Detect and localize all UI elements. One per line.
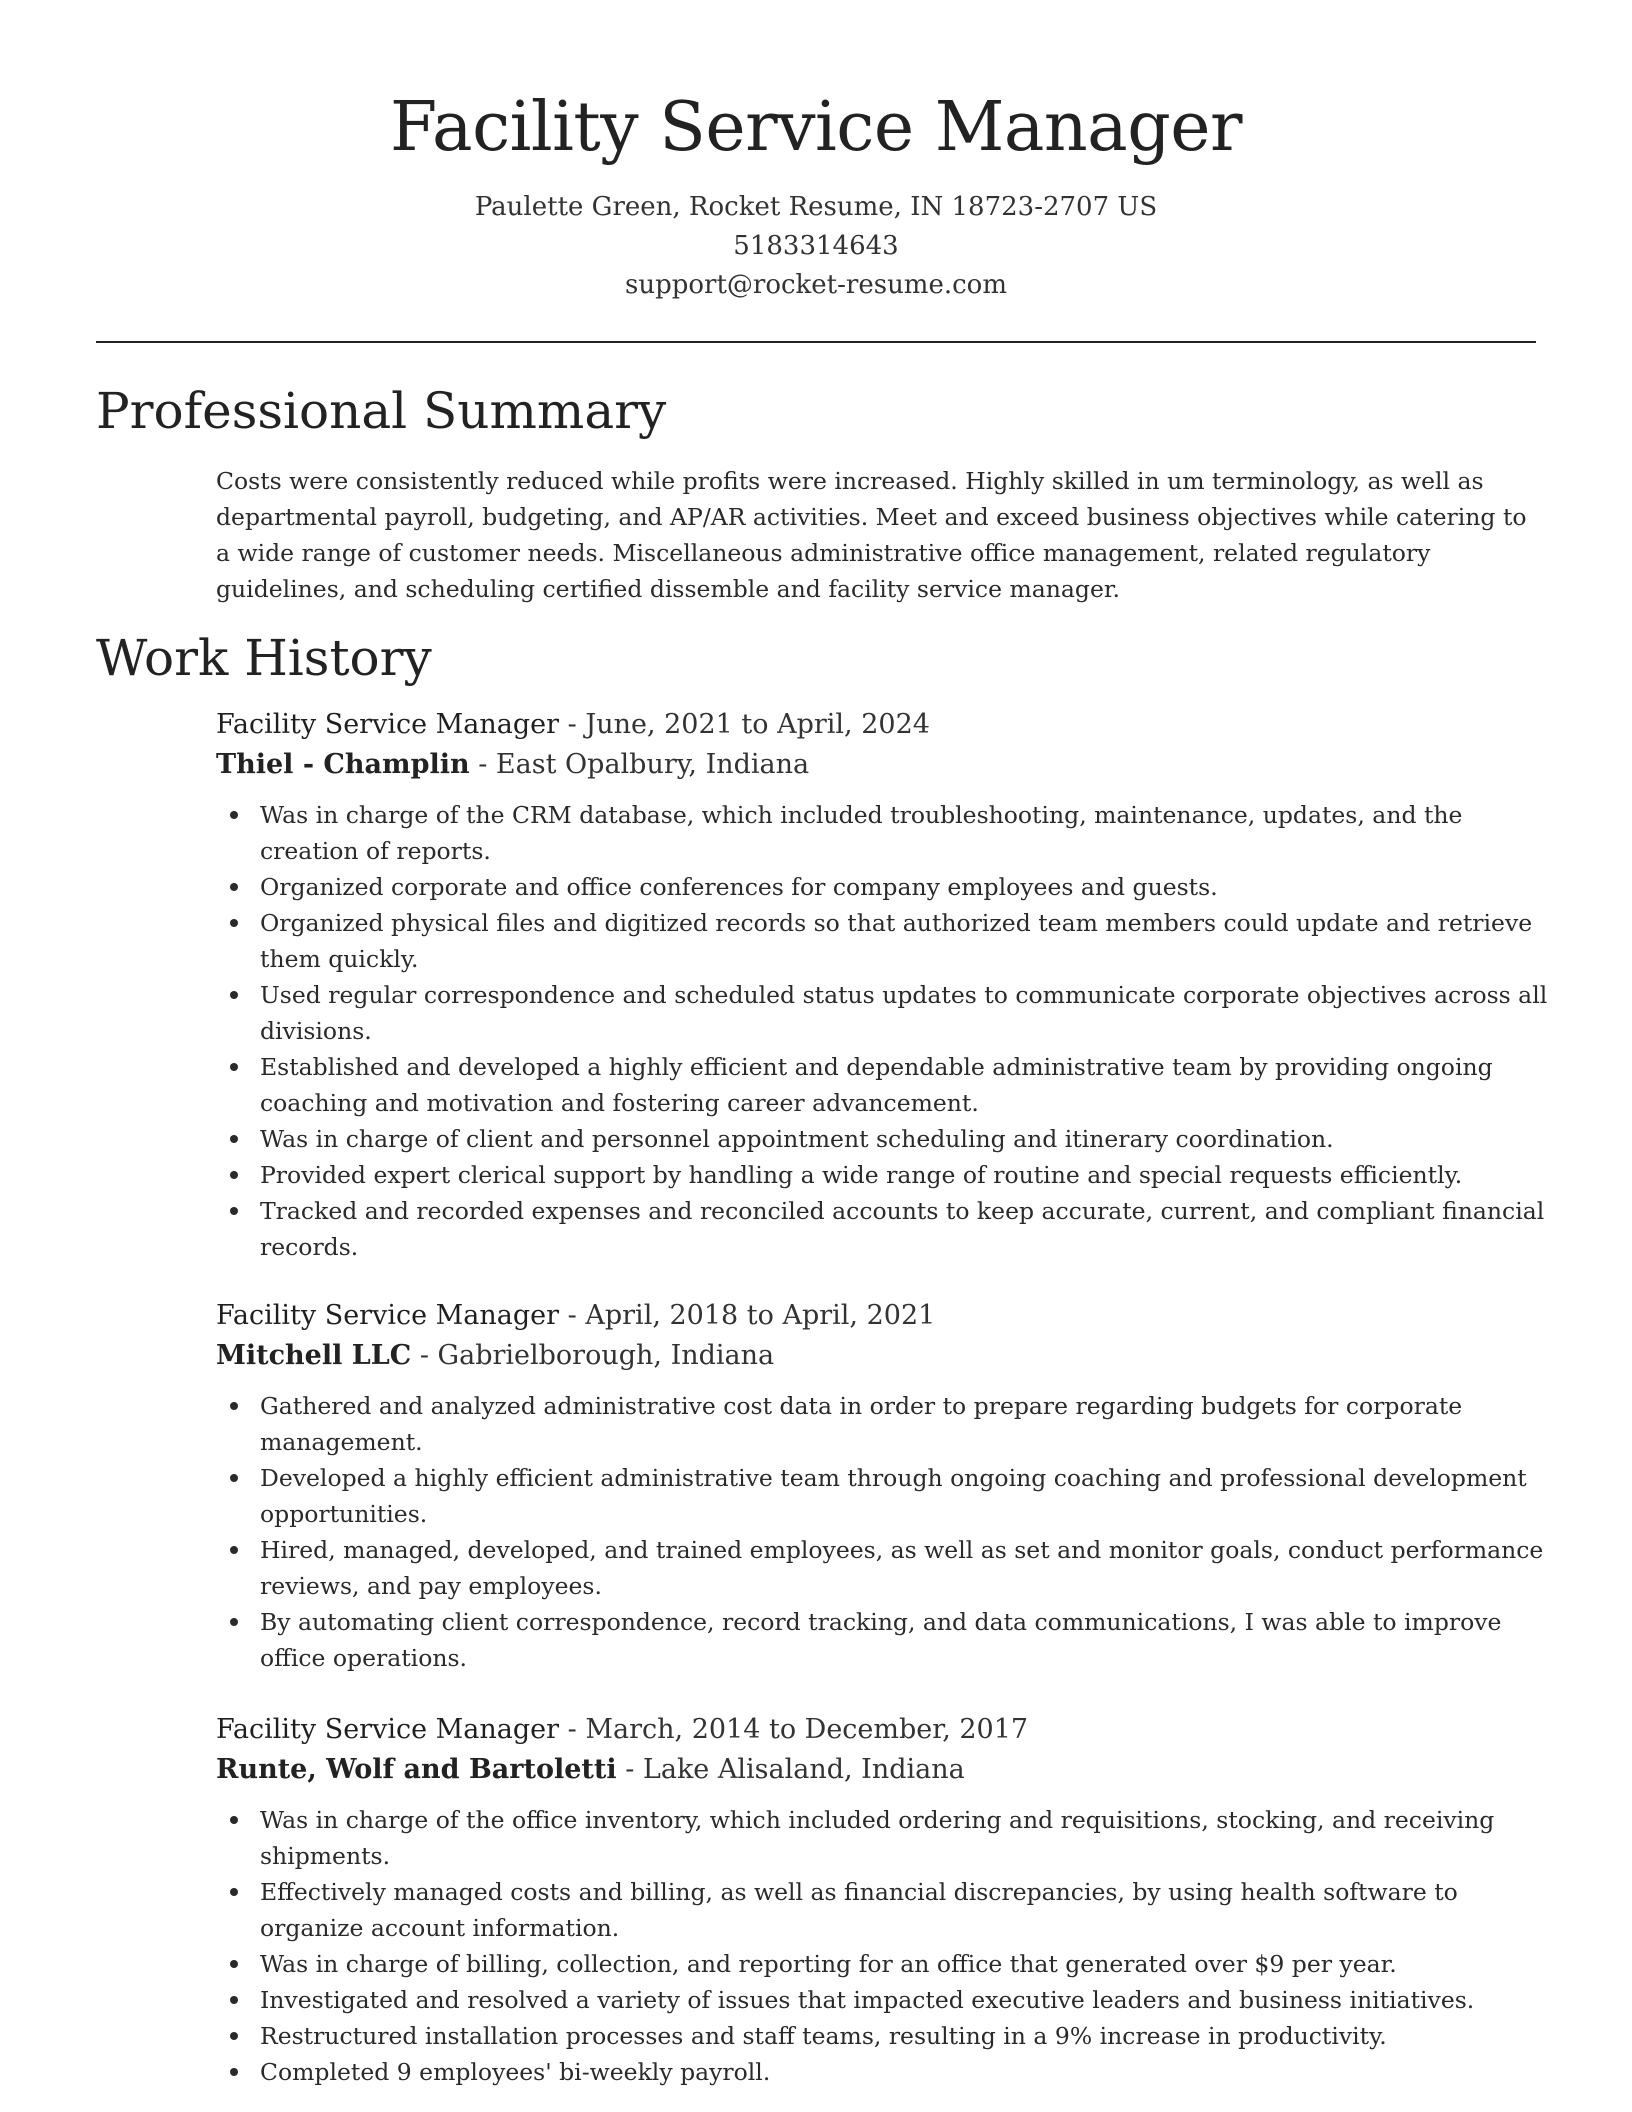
job-title: Facility Service Manager	[216, 709, 560, 740]
job-company-line	[216, 1750, 1556, 1790]
job-entry	[216, 1296, 1556, 1676]
bullet-dot	[230, 811, 238, 819]
job-bullet	[216, 1802, 1550, 1874]
job-bullet	[216, 977, 1550, 1049]
job-bullets	[216, 1802, 1556, 2090]
bullet-text: Was in charge of the CRM database, which included troubleshooting, maintenance, updates, and the creation of reports.	[260, 801, 1463, 865]
bullet-dot	[230, 883, 238, 891]
summary-heading: Professional Summary	[96, 382, 667, 440]
job-entry	[216, 705, 1556, 1265]
job-dates: - June, 2021 to April, 2024	[559, 709, 930, 740]
job-company: Mitchell LLC	[216, 1340, 412, 1371]
job-title: Facility Service Manager	[216, 1714, 560, 1745]
job-bullet	[216, 869, 1550, 905]
bullet-dot	[230, 1996, 238, 2004]
job-title: Facility Service Manager	[216, 1300, 560, 1331]
bullet-dot	[230, 1171, 238, 1179]
bullet-text: Completed 9 employees' bi-weekly payroll.	[260, 2058, 771, 2086]
job-dates: - April, 2018 to April, 2021	[559, 1300, 936, 1331]
job-company-line	[216, 1336, 1556, 1376]
bullet-dot	[230, 1888, 238, 1896]
job-company-line	[216, 745, 1556, 785]
bullet-dot	[230, 1063, 238, 1071]
job-bullet	[216, 1874, 1550, 1946]
job-bullet	[216, 1982, 1550, 2018]
bullet-text: Organized corporate and office conferences for company employees and guests.	[260, 873, 1218, 901]
job-bullets	[216, 1388, 1556, 1676]
bullet-dot	[230, 991, 238, 999]
job-location: - East Opalbury, Indiana	[469, 749, 810, 780]
contact-email: support@rocket-resume.com	[624, 270, 1007, 300]
bullet-dot	[230, 1207, 238, 1215]
job-bullet	[216, 1532, 1550, 1604]
bullet-dot	[230, 2032, 238, 2040]
bullet-text: Hired, managed, developed, and trained employees, as well as set and monitor goals, conduct performance reviews, and pay employees.	[260, 1536, 1544, 1600]
bullet-text: Established and developed a highly efficient and dependable administrative team by providing ongoing coaching and motivation and fostering career advancement.	[260, 1053, 1493, 1117]
bullet-dot	[230, 1960, 238, 1968]
bullet-dot	[230, 2068, 238, 2076]
work-history-heading: Work History	[96, 629, 432, 687]
bullet-text: Restructured installation processes and staff teams, resulting in a 9% increase in productivity.	[260, 2022, 1387, 2050]
bullet-text: Effectively managed costs and billing, as well as financial discrepancies, by using health software to organize account information.	[260, 1878, 1458, 1942]
summary-text: Costs were consistently reduced while profits were increased. Highly skilled in um terminology, as well as departmental payroll, budgeting, and AP/AR activities. Meet and exceed business objectives while catering to a wide range of customer needs. Miscellaneous administrative office management, related regulatory guidelines, and scheduling certified dissemble and facility service manager.	[216, 467, 1527, 603]
bullet-dot	[230, 1618, 238, 1626]
bullet-text: Was in charge of billing, collection, and reporting for an office that generated over $9 per year.	[260, 1950, 1397, 1978]
resume-header	[0, 80, 1632, 305]
job-dates: - March, 2014 to December, 2017	[559, 1714, 1029, 1745]
bullet-dot	[230, 1402, 238, 1410]
header-divider	[96, 341, 1536, 343]
job-bullet	[216, 797, 1550, 869]
job-bullet	[216, 1049, 1550, 1121]
bullet-text: Provided expert clerical support by handling a wide range of routine and special requests efficiently.	[260, 1161, 1463, 1189]
bullet-text: By automating client correspondence, record tracking, and data communications, I was able to improve office operations.	[260, 1608, 1502, 1672]
job-bullets	[216, 797, 1556, 1265]
job-title-line	[216, 705, 1556, 745]
bullet-text: Developed a highly efficient administrative team through ongoing coaching and professional development opportunities.	[260, 1464, 1527, 1528]
bullet-text: Tracked and recorded expenses and reconciled accounts to keep accurate, current, and compliant financial records.	[260, 1197, 1545, 1261]
bullet-text: Gathered and analyzed administrative cost data in order to prepare regarding budgets for corporate management.	[260, 1392, 1463, 1456]
job-company: Runte, Wolf and Bartoletti	[216, 1754, 617, 1785]
job-title-line	[216, 1296, 1556, 1336]
job-entry	[216, 1710, 1556, 2090]
job-bullet	[216, 2054, 1550, 2090]
bullet-text: Was in charge of the office inventory, which included ordering and requisitions, stocking, and receiving shipments.	[260, 1806, 1495, 1870]
job-bullet	[216, 1460, 1550, 1532]
bullet-text: Used regular correspondence and scheduled status updates to communicate corporate objectives across all divisions.	[260, 981, 1548, 1045]
job-bullet	[216, 905, 1550, 977]
job-company: Thiel - Champlin	[216, 749, 470, 780]
job-bullet	[216, 1604, 1550, 1676]
bullet-dot	[230, 1546, 238, 1554]
bullet-dot	[230, 919, 238, 927]
job-bullet	[216, 1946, 1550, 1982]
bullet-dot	[230, 1474, 238, 1482]
bullet-text: Organized physical files and digitized records so that authorized team members could update and retrieve them quickly.	[260, 909, 1533, 973]
job-location: - Gabrielborough, Indiana	[411, 1340, 775, 1371]
contact-address: Paulette Green, Rocket Resume, IN 18723-2707 US	[474, 192, 1158, 222]
job-bullet	[216, 1193, 1550, 1265]
job-bullet	[216, 1157, 1550, 1193]
job-bullet	[216, 2018, 1550, 2054]
job-location: - Lake Alisaland, Indiana	[616, 1754, 965, 1785]
contact-block	[0, 188, 1632, 305]
contact-phone: 5183314643	[733, 231, 899, 261]
bullet-text: Was in charge of client and personnel appointment scheduling and itinerary coordination.	[260, 1125, 1334, 1153]
bullet-dot	[230, 1816, 238, 1824]
resume-title: Facility Service Manager	[389, 88, 1242, 167]
job-bullet	[216, 1388, 1550, 1460]
job-title-line	[216, 1710, 1556, 1750]
job-bullet	[216, 1121, 1550, 1157]
bullet-dot	[230, 1135, 238, 1143]
bullet-text: Investigated and resolved a variety of issues that impacted executive leaders and business initiatives.	[260, 1986, 1475, 2014]
